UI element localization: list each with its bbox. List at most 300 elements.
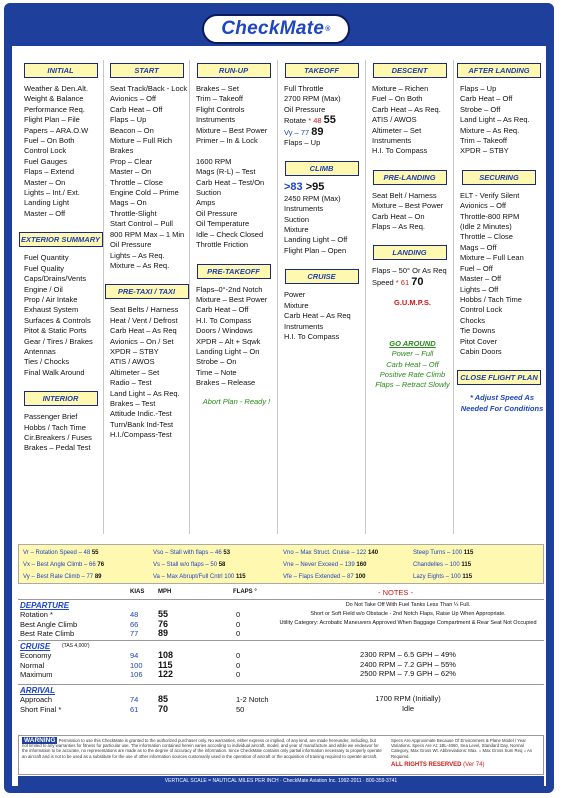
checklist-item: Brakes – Release <box>196 378 256 388</box>
checklist-item: Carb Heat – Off <box>110 104 163 114</box>
checklist-item: Amps <box>196 198 216 208</box>
vspeed-label: Steep Turns – 100 <box>413 550 464 556</box>
checklist-item: Flaps–0°-2nd Notch <box>196 284 263 294</box>
vy-label: Vy – <box>284 127 301 137</box>
checklist-column <box>190 60 278 534</box>
checklist-item: H.I./Compass-Test <box>110 430 172 440</box>
logo-text: CheckMate <box>221 18 325 39</box>
checklist-item: Suction <box>196 188 222 198</box>
checklist-item: Chocks <box>460 315 486 325</box>
vspeed-mph: 115 <box>463 550 474 556</box>
section-header: DESCENT <box>373 63 447 78</box>
vy-speed <box>284 127 365 138</box>
row-label: Short Final * <box>20 704 62 714</box>
checklist-item: Mixture <box>284 225 309 235</box>
row-kias: 100 <box>130 660 143 670</box>
checklist-item: Full Throttle <box>284 84 324 93</box>
checklist-item: Time – Note <box>196 367 237 377</box>
row-flaps: 0 <box>236 629 241 638</box>
section-gap <box>366 157 453 167</box>
vspeed-item <box>23 571 102 583</box>
checklist-item: Throttle – Close <box>110 177 163 187</box>
vspeed-item <box>283 559 366 571</box>
row-flaps: 0 <box>236 651 241 660</box>
checklist-column <box>18 60 104 534</box>
vspeed-item <box>23 559 104 571</box>
checklist-item: Prop – Clear <box>110 156 153 166</box>
checklist-item: Strobe – Off <box>460 104 501 114</box>
mph-value: 89 <box>311 126 324 138</box>
checklist-item: Suction <box>284 214 310 224</box>
section-header: RUN-UP <box>197 63 271 78</box>
section-gap <box>454 157 544 167</box>
checklist-item: Mixture – As Req. <box>110 260 170 270</box>
checklist-item: Trim – Takeoff <box>196 94 243 104</box>
checklist-item: Hobbs / Tach Time <box>460 294 522 304</box>
checklist-item: Gear / Tires / Brakes <box>24 336 93 346</box>
section-header: INITIAL <box>24 63 98 78</box>
checklist-item: Mixture <box>284 300 309 310</box>
checklist-item: Start Control – Pull <box>110 219 173 229</box>
section-items <box>18 253 103 378</box>
checklist-item: Trim – Takeoff <box>460 136 507 146</box>
section-items <box>278 290 365 342</box>
landing-speed: Speed * 61 70 <box>372 276 424 288</box>
section-header: START <box>110 63 184 78</box>
row-kias: 66 <box>130 619 139 629</box>
checklist-item: 2450 RPM (Max) <box>284 193 341 203</box>
checklist-item: Oil Pressure <box>284 104 326 114</box>
checklist-item: Engine Cold – Prime <box>110 188 179 198</box>
checklist-item: Mixture – As Req. <box>460 125 520 135</box>
section-header: PRE-LANDING <box>373 170 447 185</box>
vspeed-mph: 100 <box>355 574 366 580</box>
vspeed-mph: 115 <box>462 574 473 580</box>
column-header: MPH <box>158 589 172 595</box>
section-items <box>454 191 544 358</box>
checklist-item: Throttle-800 RPM <box>460 211 520 221</box>
column-header: KIAS <box>130 589 145 595</box>
checklist-item: Turn/Bank Ind-Test <box>110 419 174 429</box>
row-flaps: 1-2 Notch <box>236 695 269 704</box>
kias-value: * 48 <box>308 116 324 126</box>
vspeed-item <box>23 547 99 559</box>
row-note: Do Not Take Off With Fuel Tanks Less Than ¼ Full. <box>345 602 471 608</box>
vspeed-mph: 115 <box>461 562 472 568</box>
checklist-item: ATIS / AWOS <box>110 357 155 367</box>
checklist-item: Antennas <box>24 346 56 356</box>
checklist-item: Carb Heat – As Req <box>110 326 177 336</box>
section-items <box>190 84 277 251</box>
section-header: CLOSE FLIGHT PLAN <box>457 370 541 385</box>
checklist-item: Carb Heat – Off <box>196 305 249 315</box>
checklist-item: H.I. To Compass <box>196 315 252 325</box>
checklist-item: Landing Light – Off <box>284 235 348 245</box>
rotate-speed: Rotate * 48 55 <box>284 115 336 127</box>
checklist-item: Prop / Air Intake <box>24 294 78 304</box>
checklist-item: Doors / Windows <box>196 326 253 336</box>
mph-value: 55 <box>323 115 336 127</box>
checklist-item: Brakes <box>110 146 134 156</box>
checklist-item: Flaps – Up <box>110 115 147 125</box>
vspeed-label: Vx – Best Angle Climb – 66 <box>23 562 98 568</box>
column-header: FLAPS ° <box>233 589 257 595</box>
checklist-item: Mixture – Best Power <box>372 201 444 211</box>
vspeed-item <box>413 571 472 583</box>
checklist-item: Master – Off <box>24 208 66 218</box>
checklist-item: Flaps – Up <box>284 138 321 148</box>
row-flaps: 0 <box>236 610 241 619</box>
climb-speed <box>284 182 365 193</box>
checklist-item: Fuel – Off <box>460 263 493 273</box>
section-items <box>454 393 544 414</box>
section-items <box>278 182 365 256</box>
row-flaps: 0 <box>236 660 241 670</box>
checklist-item: Instruments <box>372 136 412 146</box>
row-label: Normal <box>20 660 45 670</box>
warning-text: Permission to use this CheckMate is granted to the authorized purchaser only. No warranties, either express or implied, of any kind, are made hereunder, including, but not limited to any warranties for fitness for particular use. The information contained herein varies according to individual aircraft, model, and year of manufacture and while we endeavor for the information to be accurate, no representations are made as to the degree of accuracy of the information. Since CheckMate contains only partial information necessary to properly operate an aircraft and is not to be used as a substitute for the use of other information sources customarily used in the operation of aircraft or the acquisition of training required to operate aircraft. <box>22 738 382 759</box>
section-items <box>190 285 277 407</box>
checklist-item: Seat Belts / Harness <box>110 305 179 315</box>
vspeed-mph: 76 <box>97 562 105 568</box>
checklist-item: Beacon – On <box>110 125 154 135</box>
checklist-item: Oil Temperature <box>196 219 250 229</box>
cruise-section <box>18 640 544 680</box>
checklist-item: Primer – In & Lock <box>196 136 258 146</box>
vspeed-item <box>283 547 378 559</box>
gumps-text: G.U.M.P.S. <box>394 298 431 308</box>
mph-value: 70 <box>411 276 424 288</box>
row-mph: 89 <box>158 628 169 638</box>
vspeed-label: Vfe – Flaps Extended – 87 <box>283 574 356 580</box>
checklist-item: Avionics – Off <box>460 201 506 211</box>
vspeed-mph: 58 <box>218 562 226 568</box>
checklist-item: Fuel – On Both <box>24 136 75 146</box>
row-mph: 55 <box>158 609 169 619</box>
checklist-item: 1600 RPM <box>196 156 232 166</box>
checklist-item: Master – On <box>110 167 152 177</box>
kias-value: * 61 <box>395 277 412 287</box>
section-header: INTERIOR <box>24 391 98 406</box>
section-subtitle: (TAS 4,000') <box>62 643 90 649</box>
checklist-item: Flight Controls <box>196 104 245 114</box>
vspeed-label: Chandelles – 100 <box>413 562 462 568</box>
section-title: CRUISE <box>20 642 51 651</box>
checklist-item: Altimeter – Set <box>372 125 422 135</box>
go-around-title: GO AROUND <box>389 338 436 348</box>
row-note: Idle <box>401 703 415 713</box>
checklist-item: Lights – Int./ Ext. <box>24 188 80 198</box>
row-note: 2500 RPM – 7.9 GPH – 62% <box>360 669 456 678</box>
checklist-item: XPDR – STBY <box>460 146 509 156</box>
checklist-column <box>104 60 190 534</box>
checklist-item: Flaps – Extend <box>24 167 75 177</box>
checklist-item: Flight Plan – File <box>24 115 80 125</box>
vspeed-mph: 140 <box>368 550 379 556</box>
checklist-item: H.I. To Compass <box>284 331 340 341</box>
row-mph: 115 <box>158 659 173 670</box>
checklist-item: Radio – Test <box>110 378 152 388</box>
checklist-item: Pitot Cover <box>460 336 498 346</box>
checklist-item: Carb Heat – Test/On <box>196 177 265 187</box>
section-items <box>18 412 103 454</box>
row-kias: 77 <box>130 629 139 638</box>
checklist-column <box>454 60 544 534</box>
vspeed-label: Vso – Stall with flaps – 46 <box>153 550 224 556</box>
section-header: CRUISE <box>285 269 359 284</box>
checklist-item: Heat / Vent / Defrost <box>110 315 178 325</box>
table-header <box>18 588 544 598</box>
checklist-item: Carb Heat – As Req. <box>372 104 441 114</box>
checklist-item: Landing Light <box>24 198 70 208</box>
go-around-item: Positive Rate Climb <box>379 369 446 379</box>
section-gap <box>190 251 277 261</box>
checklist-column <box>278 60 366 534</box>
row-flaps: 0 <box>236 670 241 679</box>
vspeed-label: Lazy Eights – 100 <box>413 574 463 580</box>
section-gap <box>454 357 544 367</box>
checklist-item: Mixture – Best Power <box>196 125 268 135</box>
vspeed-mph: 160 <box>356 562 367 568</box>
section-header: SECURING <box>462 170 536 185</box>
checklist-item: Avionics – Off <box>110 94 156 104</box>
checklist-item: Flaps – 50° Or As Req <box>372 266 447 276</box>
footer-bar: VERTICAL SCALE = NAUTICAL MILES PER INCH · CheckMate Aviation Inc. 1992-2011 · 800-359-3741 <box>18 776 544 786</box>
section-items <box>104 84 189 271</box>
row-mph: 70 <box>158 703 169 714</box>
checklist-item: Mixture – Full Lean <box>460 253 524 263</box>
checklist-item: Tie Downs <box>460 326 496 336</box>
vspeed-mph: 115 <box>235 574 246 580</box>
checklist-item: Seat Track/Back - Lock <box>110 84 188 93</box>
warning-box <box>18 735 544 775</box>
vspeed-label: Vr – Rotation Speed – 48 <box>23 550 92 556</box>
section-items <box>366 191 453 233</box>
section-items <box>366 266 453 390</box>
checklist-item: Throttle Friction <box>196 240 249 250</box>
checklist-item: Engine / Oil <box>24 284 63 294</box>
checklist-item: Landing Light – On <box>196 346 260 356</box>
section-items <box>454 84 544 157</box>
vspeed-item <box>413 547 473 559</box>
section-header: AFTER LANDING <box>457 63 541 78</box>
checklist-item: Performance Req. <box>24 104 85 114</box>
checklist-item: Cir.Breakers / Fuses <box>24 432 92 442</box>
checklist-item: ATIS / AWOS <box>372 115 417 125</box>
checklist-item: Brakes – Pedal Test <box>24 443 91 453</box>
checklist-item: Fuel Quality <box>24 263 65 273</box>
checklist-item: Instruments <box>284 204 324 214</box>
checklist-item: Caps/Drains/Vents <box>24 274 87 284</box>
section-gap <box>18 378 103 388</box>
section-gap <box>366 232 453 242</box>
row-kias: 74 <box>130 695 139 704</box>
row-label: Maximum <box>20 670 53 679</box>
checklist-item: Carb Heat – On <box>372 211 425 221</box>
row-mph: 85 <box>158 694 169 704</box>
arrival-section <box>18 684 544 724</box>
checklist-item: Mixture – Best Power <box>196 294 268 304</box>
checklist-item: Lights – Off <box>460 284 499 294</box>
go-around-item: Power – Full <box>391 349 434 359</box>
section-items <box>278 84 365 148</box>
row-flaps: 50 <box>236 704 245 714</box>
row-note: 1700 RPM (Initially) <box>375 694 441 703</box>
checklist-item: Mixture – Richen <box>372 84 429 93</box>
row-label: Approach <box>20 695 53 704</box>
checklist-item: Attitude Indic.-Test <box>110 409 172 419</box>
checklist-item: Papers – ARA.O.W <box>24 125 89 135</box>
vspeed-item <box>153 571 246 583</box>
checklist-item: Brakes – Set <box>196 84 239 93</box>
checklist-item: Altimeter – Set <box>110 367 160 377</box>
checklist-item: Instruments <box>284 321 324 331</box>
checklist-item: Master – On <box>24 177 66 187</box>
row-label: Economy <box>20 651 52 660</box>
checklist-item: Weather & Den.Alt. <box>24 84 89 93</box>
checkmate-logo: CheckMate ® <box>202 14 350 44</box>
checklist-item: XPDR – Alt + Sqwk <box>196 336 261 346</box>
checklist-item: Control Lock <box>460 305 503 315</box>
kias-value: >83 <box>284 182 306 194</box>
row-kias: 61 <box>130 704 139 714</box>
section-gap <box>278 256 365 266</box>
section-header: CLIMB <box>285 161 359 176</box>
section-header: PRE-TAKEOFF <box>197 264 271 279</box>
section-title: DEPARTURE <box>20 601 70 610</box>
checklist-item: Surfaces & Controls <box>24 315 91 325</box>
row-label: Best Rate Climb <box>20 629 75 638</box>
checklist-item: Flight Plan – Open <box>284 245 347 255</box>
go-around-item: Carb Heat – Off <box>386 359 439 369</box>
section-items <box>366 84 453 157</box>
checklist-item: Master – Off <box>460 274 502 284</box>
row-kias: 94 <box>130 651 139 660</box>
vspeed-item <box>153 547 230 559</box>
vspeed-label: Vy – Best Rate Climb – 77 <box>23 574 95 580</box>
checklist-item: Mixture – Full Rich <box>110 136 173 146</box>
vspeed-item <box>153 559 225 571</box>
notes-header: - NOTES - <box>378 588 413 597</box>
row-mph: 108 <box>158 650 174 660</box>
departure-section <box>18 599 544 639</box>
checklist-item: Mags – On <box>110 198 147 208</box>
warning-label: WARNING <box>24 737 56 744</box>
vspeed-item <box>283 571 365 583</box>
checklist-item: Control Lock <box>24 146 67 156</box>
checklist-item: Final Walk Around <box>24 367 85 377</box>
checklist-item: Oil Pressure <box>196 208 238 218</box>
checklist-item: 800 RPM Max – 1 Min <box>110 229 185 239</box>
row-kias: 48 <box>130 610 139 619</box>
vspeed-mph: 55 <box>91 550 99 556</box>
checklist-item <box>196 146 277 156</box>
go-around-item: Flaps – Retract Slowly <box>375 380 450 390</box>
row-mph: 76 <box>158 618 169 629</box>
row-flaps: 0 <box>236 619 241 629</box>
checklist-item: Pitot & Static Ports <box>24 326 87 336</box>
section-header: TAKEOFF <box>285 63 359 78</box>
row-note: 2400 RPM – 7.2 GPH – 55% <box>360 659 456 669</box>
checklist-item: Fuel Quantity <box>24 253 69 263</box>
checklist-item: XPDR – STBY <box>110 346 159 356</box>
checklist-item: Mags (R-L) – Test <box>196 167 256 177</box>
checklist-item: Idle – Check Closed <box>196 229 264 239</box>
checklist-item: Strobe – On <box>196 357 237 367</box>
checklist-item: Power <box>284 290 306 300</box>
checklist-item: Throttle-Slight <box>110 208 157 218</box>
vspeed-label: Vne – Never Exceed – 139 <box>283 562 357 568</box>
checklist-item: Carb Heat – As Req <box>284 311 351 321</box>
checklist-item: Flaps – Up <box>460 84 497 93</box>
checklist-item: Seat Belt / Harness <box>372 190 437 200</box>
go-around-block <box>372 339 453 391</box>
checklist-column <box>366 60 454 534</box>
kias-value: 77 <box>300 127 312 137</box>
row-note: 2300 RPM – 6.5 GPH – 49% <box>360 650 456 659</box>
section-header: LANDING <box>373 245 447 260</box>
checklist-item: Weight & Balance <box>24 94 84 104</box>
row-note: Utility Category: Acrobatic Maneuvers Approved When Baggage Compartment & Rear Seat Not Occupied <box>279 620 537 626</box>
section-note: Abort Plan - Ready ! <box>202 396 271 406</box>
vspeed-label: Vs – Stall w/o flaps – 50 <box>153 562 219 568</box>
row-mph: 122 <box>158 669 174 679</box>
rights-text: ALL RIGHTS RESERVED <box>391 761 462 768</box>
checklist-item: Exhaust System <box>24 305 79 315</box>
section-items <box>18 84 103 219</box>
version-text: (Ver 74) <box>463 761 485 768</box>
section-title: ARRIVAL <box>20 686 55 695</box>
row-note: Short or Soft Field w/o Obstacle - 2nd Notch Flaps, Raise Up When Appropriate. <box>310 611 506 617</box>
checklist-item: ELT - Verify Silent <box>460 190 520 200</box>
checklist-item: Mags – Off <box>460 242 497 252</box>
checklist-item: Brakes – Test <box>110 398 156 408</box>
checklist-item: (Idle 2 Minutes) <box>460 222 512 232</box>
checklist-item: Fuel Gauges <box>24 156 67 166</box>
checklist-item: Oil Pressure <box>110 240 152 250</box>
section-header: EXTERIOR SUMMARY <box>19 232 103 247</box>
checklist-item: Lights – As Req. <box>110 250 165 260</box>
mph-value: >95 <box>305 182 325 194</box>
specs-text: Specs Are Approximate Because Of Environment & Plane Model / Year Variations. Specs Are At: 1BL-4060, Sea Level, Standard Day, Normal Category, Max Gross Wt. Abbreviations: Max. = Max Gross Sum Req = As Required. <box>391 738 533 759</box>
row-kias: 106 <box>130 670 143 679</box>
checklist-item: Land Light – As Req. <box>110 388 180 398</box>
checklist-item: Throttle – Close <box>460 232 513 242</box>
vspeed-item <box>413 559 471 571</box>
vspeed-label: Va – Max Abrupt/Full Cntrl 100 <box>153 574 236 580</box>
section-gap <box>278 148 365 158</box>
checklist-item: Ties / Chocks <box>24 357 70 367</box>
vspeed-label: Vno – Max Struct. Cruise – 122 <box>283 550 369 556</box>
section-note: * Adjust Speed As Needed For Conditions <box>460 393 544 413</box>
section-header: PRE-TAXI / TAXI <box>105 284 189 299</box>
checklist-item: Avionics – On / Set <box>110 336 174 346</box>
section-gap <box>18 219 103 229</box>
checklist-item: Instruments <box>196 115 236 125</box>
checklist-item: Land Light – As Req. <box>460 115 530 125</box>
checklist-item: Carb Heat – Off <box>460 94 513 104</box>
vspeed-strip <box>18 544 544 584</box>
checklist-item: Fuel – On Both <box>372 94 423 104</box>
row-label: Rotation * <box>20 610 53 619</box>
vspeed-mph: 53 <box>223 550 231 556</box>
checklist-item: H.I. To Compass <box>372 146 428 156</box>
checklist-item: Passenger Brief <box>24 412 78 422</box>
checklist-item: 2700 RPM (Max) <box>284 94 341 104</box>
checklist-item: Flaps – As Req. <box>372 222 425 232</box>
checklist-item: Hobbs / Tach Time <box>24 422 86 432</box>
vspeed-mph: 89 <box>94 574 102 580</box>
